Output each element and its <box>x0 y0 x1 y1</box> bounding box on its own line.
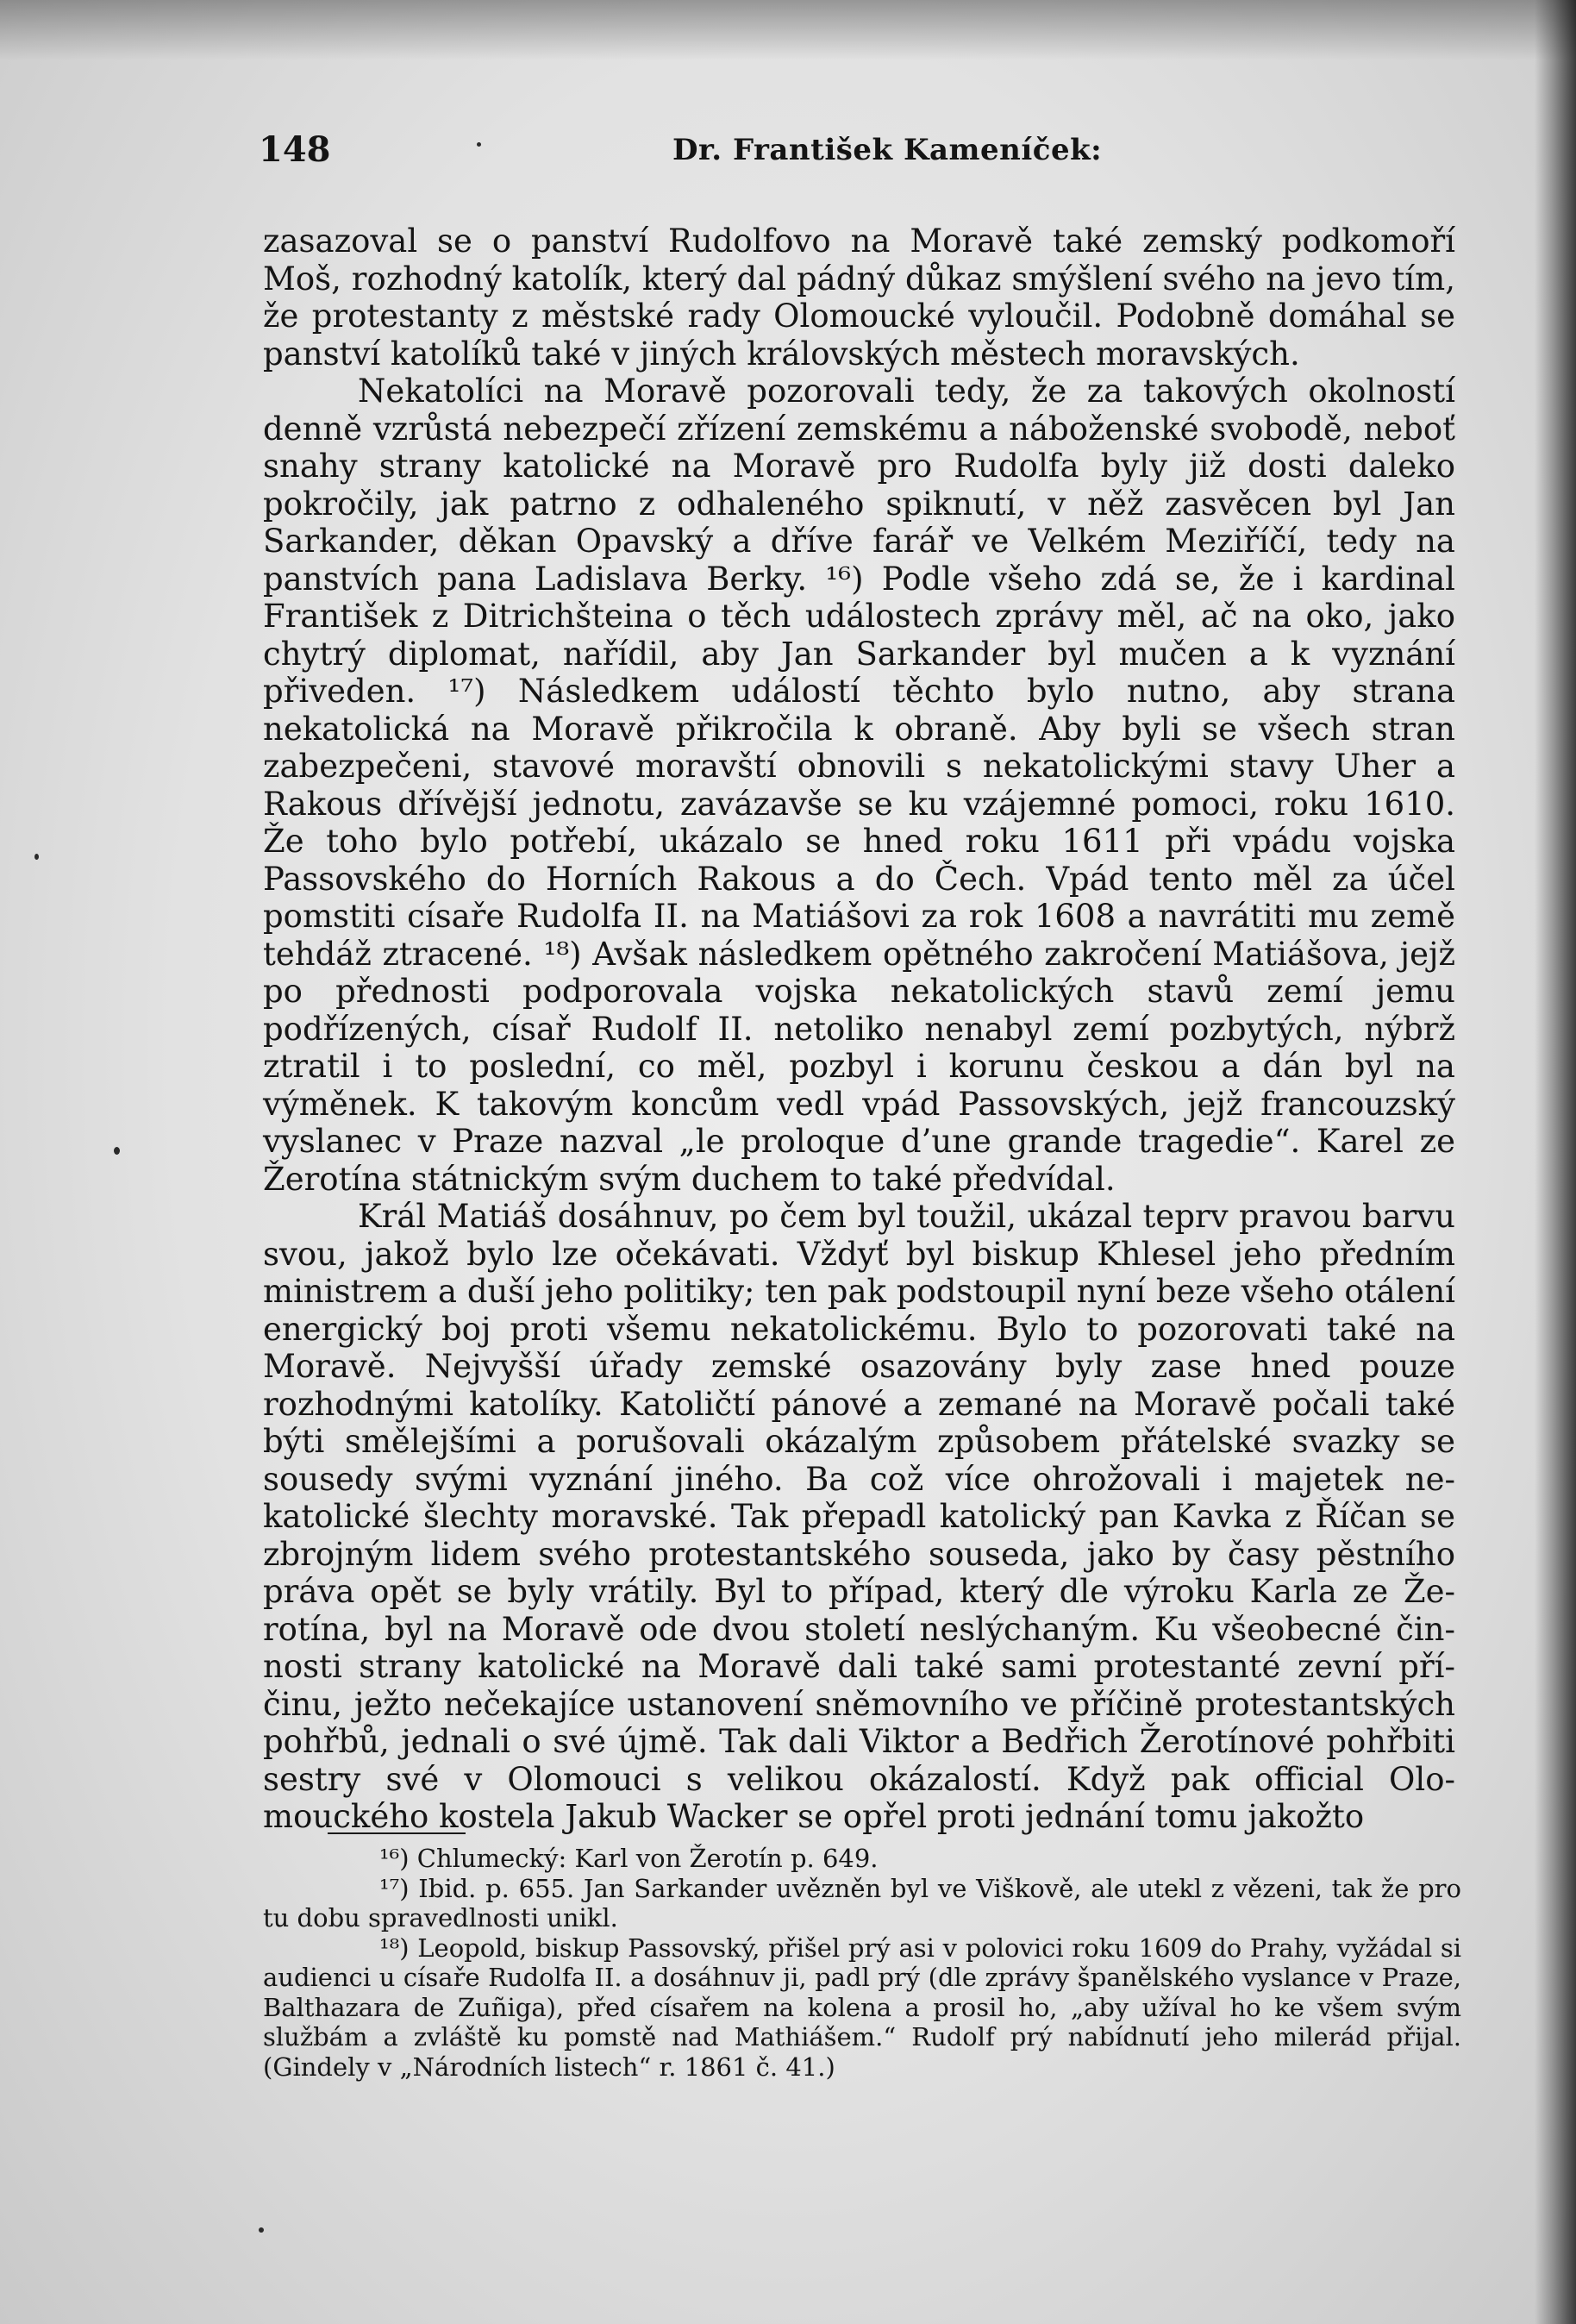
page-header <box>259 129 1483 172</box>
footnote-16: ¹⁶) Chlumecký: Karl von Žerotín p. 649. <box>379 1844 879 1873</box>
paragraph: Král Matiáš dosáhnuv, po čem byl toužil, ukázal teprv pravou barvu svou, jakož bylo lze očekávati. Vždyť byl biskup Khlesel jeho předním ministrem a duší jeho politiky; ten pak podstoupil nyní beze všeho otálení energický boj proti všemu nekatolickému. Bylo to pozorovati také na Moravě. Nejvyšší úřady zemské osazovány byly zase hned pouze rozhodnými katolíky. Katoličtí pánové a zemané na Moravě počali také býti smělejšími a porušovali okázalým způsobem přátelské svazky se sousedy svými vyznání jiného. Ba což více ohrožovali i majetek nekatolické šlechty moravské. Tak přepadl katolický pan Kavka z Říčan se zbrojným lidem svého protestantského souseda, jako by časy pěstního práva opět se byly vrátily. Byl to případ, který dle výroku Karla ze Žerotína, byl na Moravě ode dvou století neslýchaným. Ku všeobecné činnosti strany katolické na Moravě dali také sami protestanté zevní příčinu, ježto nečekajíce ustanovení sněmovního ve příčině protestantských pohřbů, jednali o své újmě. Tak dali Viktor a Bedřich Žerotínové pohřbiti sestry své v Olomouci s velikou okázalostí. Když pak official Olomouckého kostela Jakub Wacker se opřel proti jednání tomu jakožto <box>263 1198 1455 1835</box>
paragraph: Nekatolíci na Moravě pozorovali tedy, že za takových okolností denně vzrůstá nebezpečí zřízení zemskému a náboženské svobodě, neboť snahy strany katolické na Moravě pro Rudolfa byly již dosti daleko pokročily, jak patrno z odhaleného spiknutí, v něž zasvěcen byl Jan Sarkander, děkan Opavský a dříve farář ve Velkém Meziříčí, tedy na panstvích pana Ladislava Berky. ¹⁶) Podle všeho zdá se, že i kardinal František z Ditrichšteina o těch událostech zprávy měl, ač na oko, jako chytrý diplomat, nařídil, aby Jan Sarkander byl mučen a k vyznání přiveden. ¹⁷) Následkem událostí těchto bylo nutno, aby strana nekatolická na Moravě přikročila k obraně. Aby byli se všech stran zabezpečeni, stavové moravští obnovili s nekatolickými stavy Uher a Rakous dřívější jednotu, zavázavše se ku vzájemné pomoci, roku 1610. Že toho bylo potřebí, ukázalo se hned roku 1611 při vpádu vojska Passovského do Horních Rakous a do Čech. Vpád tento měl za účel pomstiti císaře Rudolfa II. na Matiášovi za rok 1608 a navrátiti mu země tehdáž ztracené. ¹⁸) Avšak následkem opětného zakročení Matiášova, jejž po přednosti podporovala vojska nekatolických stavů zemí jemu podřízených, císař Rudolf II. netoliko nenabyl zemí pozbytých, nýbrž ztratil i to poslední, co měl, pozbyl i korunu českou a dán byl na výměnek. K takovým koncům vedl vpád Passovských, jejž francouzský vyslanec v Praze nazval „le proloque d’une grande tragedie“. Karel ze Žerotína státnickým svým duchem to také předvídal. <box>263 373 1455 1198</box>
scan-speck <box>477 142 481 147</box>
scan-speck <box>259 2227 264 2233</box>
body-text <box>263 222 1455 1836</box>
footnote-separator <box>328 1832 466 1834</box>
page-number: 148 <box>259 129 331 170</box>
scan-speck <box>114 1147 120 1155</box>
scan-shadow-top <box>0 0 1576 60</box>
footnotes <box>263 1844 1461 2082</box>
footnote-18: ¹⁸) Leopold, biskup Passovský, přišel prý asi v polovici roku 1609 do Prahy, vyžádal si audienci u císaře Rudolfa II. a dosáhnuv ji, padl prý (dle zprávy španělského vyslance v Praze, Balthazara de Zuñiga), před císařem na kolena a prosil ho, „aby užíval ho ke všem svým službám a zvláště ku pomstě nad Mathiášem.“ Rudolf prý nabídnutí jeho milerád přijal. (Gindely v „Národních listech“ r. 1861 č. 41.) <box>263 1932 1461 2082</box>
paragraph: zasazoval se o panství Rudolfovo na Moravě také zemský podkomoří Moš, rozhodný katolík, který dal pádný důkaz smýšlení svého na jevo tím, že protestanty z městské rady Olomoucké vyloučil. Podobně domáhal se panství katolíků také v jiných královských městech moravských. <box>263 222 1455 373</box>
scan-shadow-right <box>1535 0 1576 2324</box>
scan-speck <box>34 854 39 860</box>
footnote-17: ¹⁷) Ibid. p. 655. Jan Sarkander uvězněn byl ve Viškově, ale utekl z vězeni, tak že pro tu dobu spravedlnosti unikl. <box>263 1873 1461 1932</box>
running-head: Dr. František Kameníček: <box>672 133 1103 167</box>
